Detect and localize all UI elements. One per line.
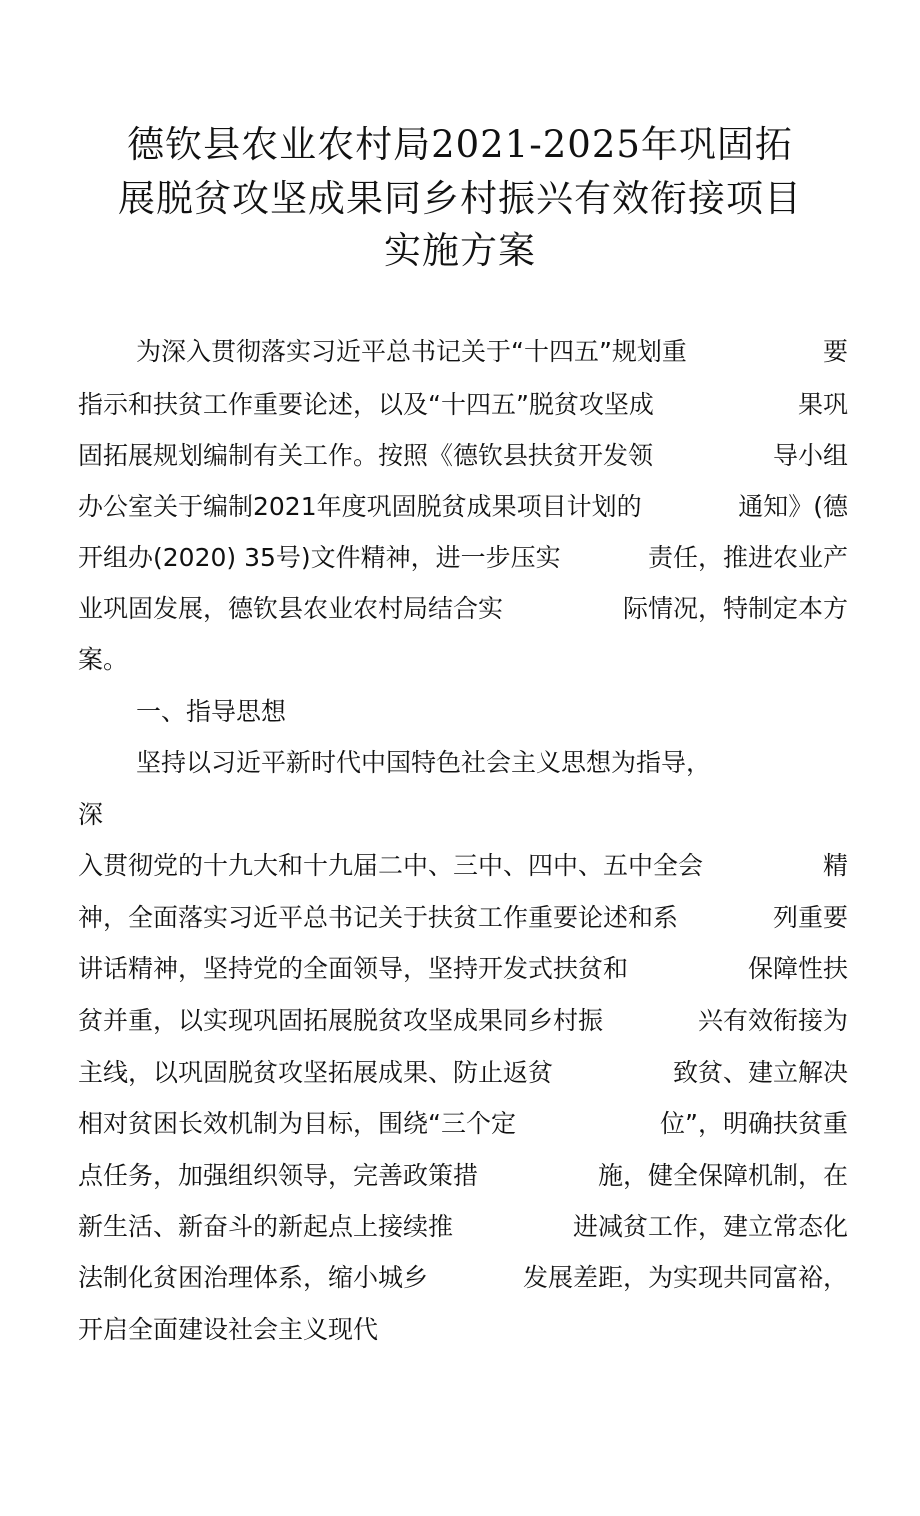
- body-line: [78, 1056, 848, 1090]
- body-text: 导小组: [772, 441, 848, 470]
- body-line: [78, 798, 848, 832]
- body-text: 办公室关于编制2021年度巩固脱贫成果项目计划的: [78, 492, 642, 521]
- body-text: 新生活、新奋斗的新起点上接续推: [78, 1212, 454, 1241]
- body-line: [78, 592, 848, 626]
- body-text: 固拓展规划编制有关工作。按照《德钦县扶贫开发领: [78, 441, 654, 470]
- body-line: [78, 1261, 848, 1295]
- body-text: 主线，以巩固脱贫攻坚拓展成果、防止返贫: [78, 1058, 554, 1087]
- body-text: 通知》(德: [738, 492, 848, 521]
- body-text: 指示和扶贫工作重要论述，以及“十四五”脱贫攻坚成: [78, 390, 654, 419]
- body-line: [78, 439, 848, 473]
- body-text: 神，全面落实习近平总书记关于扶贫工作重要论述和系: [78, 903, 679, 932]
- body-line: [78, 1210, 848, 1244]
- body-text: 际情况，特制定本方: [622, 594, 848, 623]
- body-text: 进减贫工作，建立常态化: [572, 1212, 848, 1241]
- body-text: 保障性扶: [747, 954, 848, 983]
- body-text: 贫并重，以实现巩固拓展脱贫攻坚成果同乡村振: [78, 1006, 604, 1035]
- body-text: 法制化贫困治理体系，缩小城乡: [78, 1263, 429, 1292]
- body-text: 入贯彻党的十九大和十九届二中、三中、四中、五中全会: [78, 851, 704, 880]
- body-line: [78, 1159, 848, 1193]
- body-text: 相对贫困长效机制为目标，围绕“三个定: [78, 1109, 516, 1138]
- body-text: 点任务，加强组织领导，完善政策措: [78, 1161, 479, 1190]
- body-text: 致贫、建立解决: [672, 1058, 848, 1087]
- body-text: 开启全面建设社会主义现代: [78, 1315, 379, 1344]
- body-text: 施，健全保障机制，在: [597, 1161, 848, 1190]
- body-text: 精: [822, 851, 848, 880]
- body-text: 果巩: [797, 390, 848, 419]
- body-line: [136, 335, 848, 369]
- body-text: 案。: [78, 645, 129, 674]
- body-line: [78, 849, 848, 883]
- body-line: [78, 1107, 848, 1141]
- document-title-line-3: 实施方案: [384, 229, 536, 272]
- body-line: [78, 490, 848, 524]
- body-line: [78, 541, 848, 575]
- body-text: 列重要: [772, 903, 848, 932]
- document-title-line-1: 德钦县农业农村局2021-2025年巩固拓: [127, 123, 793, 166]
- body-line: [136, 746, 848, 780]
- body-line: [78, 952, 848, 986]
- body-line: [78, 388, 848, 422]
- body-text: 开组办(2020) 35号)文件精神，进一步压实: [78, 543, 561, 572]
- body-text: 业巩固发展，德钦县农业农村局结合实: [78, 594, 504, 623]
- body-line: [78, 1004, 848, 1038]
- body-line: [78, 1313, 848, 1347]
- section-heading-text: 一、指导思想: [136, 697, 287, 726]
- body-text: 发展差距，为实现共同富裕，: [522, 1263, 848, 1292]
- body-text: 兴有效衔接为: [697, 1006, 848, 1035]
- body-text: 为深入贯彻落实习近平总书记关于“十四五”规划重: [136, 337, 687, 366]
- body-text: 责任，推进农业产: [647, 543, 848, 572]
- document-title-line-2: 展脱贫攻坚成果同乡村振兴有效衔接项目: [118, 177, 802, 220]
- body-line: [78, 643, 848, 677]
- section-heading: [136, 695, 848, 729]
- body-text: 讲话精神，坚持党的全面领导，坚持开发式扶贫和: [78, 954, 629, 983]
- body-text: 要: [822, 337, 848, 366]
- body-text: 位”，明确扶贫重: [660, 1109, 848, 1138]
- body-text: 坚持以习近平新时代中国特色社会主义思想为指导，: [136, 748, 712, 777]
- body-text: 深: [78, 800, 104, 829]
- body-line: [78, 901, 848, 935]
